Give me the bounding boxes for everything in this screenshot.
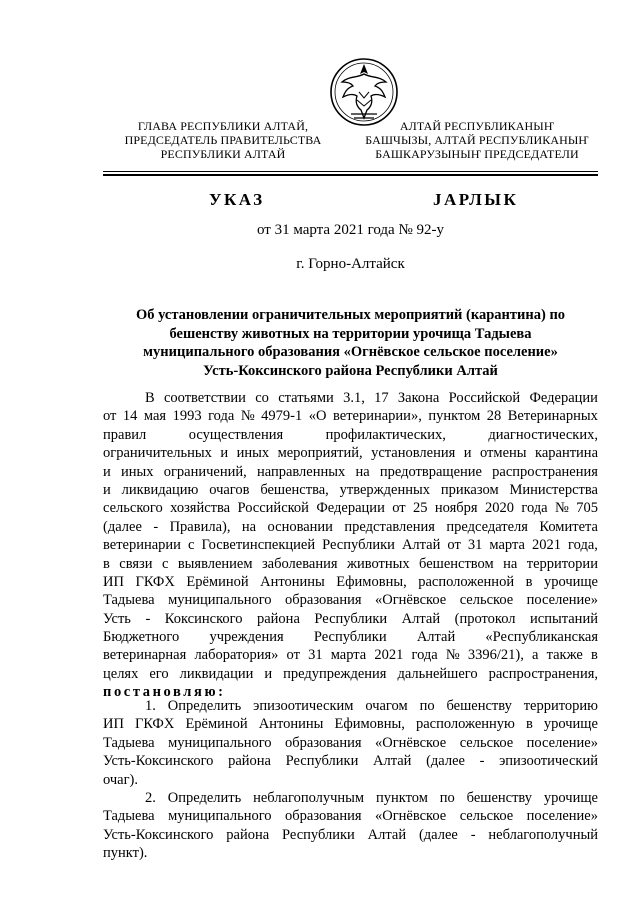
word: поселение» (526, 734, 598, 751)
word: образования (285, 592, 362, 609)
word: бешенству (466, 790, 533, 806)
item-1-paragraph (103, 697, 598, 789)
word: ликвидации (179, 665, 254, 682)
word: очагом (365, 698, 408, 714)
title-line: Усть-Коксинского района Республики Алтай (203, 362, 498, 379)
word: неблагополучный (488, 826, 598, 843)
word: приказом (440, 481, 499, 498)
word: территорию (523, 698, 598, 714)
word: по (419, 698, 435, 714)
doc-type-altai: JАРЛЫК (433, 190, 519, 209)
word: № (240, 408, 255, 425)
body-line (103, 536, 598, 554)
word: «Огнёвское (374, 592, 447, 609)
word: ограничений, (163, 463, 247, 480)
word: диагностических, (488, 426, 598, 443)
body-line (103, 628, 598, 646)
word: урочище (543, 716, 598, 733)
word: 31 (467, 537, 483, 554)
word: района (256, 610, 300, 627)
word: и (463, 445, 472, 462)
word: Республики (313, 629, 387, 646)
word: статьями (278, 390, 334, 406)
word: Алтай (401, 610, 441, 627)
word: иных (120, 463, 154, 480)
word: района (226, 826, 270, 843)
word: расположенной (418, 573, 515, 590)
word: утвержденных (339, 481, 430, 498)
word: на (503, 555, 518, 572)
word: Федерации (316, 500, 385, 517)
word: 3.1, (343, 390, 365, 406)
header-left-block (108, 119, 338, 161)
word: установления (371, 445, 456, 462)
title-line: муниципального образования «Огнёвское сельское поселение» (143, 344, 558, 360)
body-line (103, 715, 598, 733)
word: Госветинспекцией (201, 537, 316, 554)
word: муниципального (168, 734, 272, 751)
word: года (208, 408, 235, 425)
word: марта (489, 537, 525, 554)
word: образования (285, 734, 362, 751)
word: предотвращение (379, 463, 482, 480)
word: 14 (122, 408, 138, 425)
word: отмены (480, 445, 527, 462)
body-line (103, 789, 598, 807)
body-line (103, 826, 598, 844)
word: направленных (256, 463, 346, 480)
header-right-line: БАШЧЫЗЫ, АЛТАЙ РЕСПУБЛИКАНЫҤ (365, 133, 589, 147)
word: а (532, 647, 539, 664)
word: от (447, 537, 461, 554)
word: ИП (103, 573, 124, 590)
word: Правила), (169, 518, 231, 535)
word: в (103, 555, 110, 572)
word: расположенную (415, 716, 515, 733)
doc-type-russian: УКАЗ (209, 190, 265, 209)
word: 31 (308, 647, 323, 664)
word: карантина (535, 445, 598, 462)
word: неблагополучным (253, 790, 365, 806)
word: ограничительных (103, 445, 212, 462)
header-left-line: РЕСПУБЛИКИ АЛТАЙ (160, 147, 286, 161)
word: - (470, 826, 476, 843)
decree-title (103, 306, 598, 380)
word: Алтай (416, 629, 456, 646)
word: пункт). (103, 845, 148, 862)
word: Российской (237, 500, 309, 517)
word: поселение» (526, 592, 598, 609)
word: (далее (426, 753, 465, 770)
word: Ефимовны, (336, 573, 407, 590)
word: по (439, 790, 455, 806)
body-line (103, 591, 598, 609)
word: Антонины (258, 716, 324, 733)
word: Антонины (260, 573, 325, 590)
word: эпизоотическим (253, 698, 354, 714)
word: 2. (145, 790, 156, 806)
word: Тадыева (103, 592, 155, 609)
body-line (103, 444, 598, 462)
body-line (103, 697, 598, 715)
word: профилактических, (325, 426, 446, 443)
word: на (355, 463, 370, 480)
word: иных (236, 445, 270, 462)
header-right-line: АЛТАЙ РЕСПУБЛИКАНЫҤ (399, 119, 555, 133)
word: «Республиканская (485, 629, 598, 646)
word: Алтай (367, 826, 407, 843)
word: ликвидацию (121, 481, 199, 498)
word: пунктом (428, 408, 481, 425)
word: пунктом (375, 790, 428, 806)
word: предупреждения (283, 665, 387, 682)
word: выявлением (177, 555, 253, 572)
word: образования (285, 808, 362, 825)
word: связи (119, 555, 153, 572)
word: хозяйства (170, 500, 231, 517)
word: 1993 (172, 408, 202, 425)
word: «Огнёвское (374, 808, 447, 825)
word: муниципального (168, 592, 272, 609)
word: его (149, 665, 169, 682)
body-line (103, 463, 598, 481)
word: поселение» (526, 808, 598, 825)
word: 705 (576, 500, 598, 517)
word: Определить (167, 698, 242, 714)
word: испытаний (530, 610, 598, 627)
body-line (103, 734, 598, 752)
word: и (103, 463, 111, 480)
word: марта (330, 647, 367, 664)
word: Республики (285, 753, 359, 770)
word: заболевания (261, 555, 338, 572)
word: Алтай (373, 753, 412, 770)
decree-city: г. Горно-Алтайск (296, 256, 405, 272)
word: мероприятий, (277, 445, 363, 462)
word: целях (103, 665, 139, 682)
word: от (392, 500, 406, 517)
word: и (103, 481, 111, 498)
word: дальнейшего (397, 665, 478, 682)
word: № (445, 647, 460, 664)
word: Усть-Коксинского (103, 753, 214, 770)
word: (протокол (454, 610, 516, 627)
item-2-paragraph (103, 789, 598, 863)
word: Республики (314, 610, 388, 627)
body-line (103, 573, 598, 591)
word: 2020 (485, 500, 514, 517)
header-divider-bottom (103, 174, 598, 176)
word: сельское (459, 808, 514, 825)
word: (далее (418, 826, 458, 843)
decree-word: постановляю: (103, 684, 226, 701)
word: от (286, 647, 300, 664)
header-right-line: БАШКАРУЗЫНЫҤ ПРЕДСЕДАТЕЛИ (375, 147, 579, 161)
word: Тадыева (103, 808, 155, 825)
word: учреждения (209, 629, 284, 646)
word: Ерёминой (186, 573, 249, 590)
word: соответствии (163, 390, 246, 406)
word: года (521, 500, 548, 517)
word: Комитета (539, 518, 598, 535)
word: сельского (103, 500, 163, 517)
word: очагов (209, 481, 250, 498)
word: Ветеринарных (507, 408, 598, 425)
word: в (525, 716, 533, 733)
word: ноября (434, 500, 478, 517)
word: Бюджетного (103, 629, 180, 646)
header-right-block (352, 119, 602, 161)
word: 4979-1 (261, 408, 303, 425)
body-line (103, 665, 598, 683)
preamble-paragraph (103, 389, 598, 702)
word: 3396/21), (467, 647, 524, 664)
word: бешенству (446, 698, 512, 714)
word: «Огнёвское (374, 734, 447, 751)
word: урочище (543, 573, 598, 590)
word: основании (267, 518, 333, 535)
word: лаборатория» (194, 647, 279, 664)
body-line (103, 499, 598, 517)
title-line: бешенству животных на территории урочища Тадыева (169, 325, 532, 342)
word: территории (526, 555, 598, 572)
word: (далее (103, 518, 142, 535)
word: урочище (543, 790, 598, 806)
word: Закона (397, 390, 440, 406)
word: - (153, 518, 159, 535)
body-line (103, 807, 598, 825)
body-line (103, 610, 598, 628)
word: мая (143, 408, 167, 425)
body-line (103, 407, 598, 425)
word: 1. (145, 698, 156, 714)
header-left-line: ПРЕДСЕДАТЕЛЬ ПРАВИТЕЛЬСТВА (124, 133, 322, 147)
word: района (228, 753, 271, 770)
word: с (188, 537, 195, 554)
word: 2021 (531, 537, 561, 554)
word: ГКФХ (135, 573, 175, 590)
word: - (479, 753, 485, 770)
word: 2021 (374, 647, 404, 664)
decree-date-number: от 31 марта 2021 года № 92-у (256, 222, 445, 238)
word: на (241, 518, 257, 535)
word: в (590, 647, 598, 664)
body-line (103, 518, 598, 536)
word: распространения, (488, 665, 598, 682)
word: № (555, 500, 569, 517)
word: 25 (413, 500, 428, 517)
word: от (103, 408, 117, 425)
word: правил (103, 426, 147, 443)
word: осуществления (188, 426, 284, 443)
word: сельское (459, 592, 514, 609)
word: Ефимовны, (334, 716, 405, 733)
word: Коксинского (164, 610, 243, 627)
word: Российской (448, 390, 521, 406)
word: ветеринарная (103, 647, 187, 664)
word: бешенства, (260, 481, 329, 498)
body-line (103, 844, 598, 862)
word: в (525, 573, 533, 590)
word: также (546, 647, 583, 664)
word: 17 (374, 390, 389, 406)
body-line (103, 389, 598, 407)
word: года (411, 647, 438, 664)
word: бешенством (419, 555, 494, 572)
word: Тадыева (103, 734, 155, 751)
word: с (161, 555, 169, 572)
word: и (220, 445, 229, 462)
body-line (103, 752, 598, 770)
word: очаг). (103, 771, 139, 788)
title-line: Об установлении ограничительных мероприятий (карантина) по (135, 307, 566, 323)
word: распространения (492, 463, 598, 480)
body-line (103, 646, 598, 664)
word: ветеринарии (103, 537, 181, 554)
word: «О (308, 408, 327, 425)
word: - (145, 610, 151, 627)
word: ИП (103, 716, 124, 733)
word: муниципального (168, 808, 272, 825)
header-left-line: ГЛАВА РЕСПУБЛИКИ АЛТАЙ, (137, 119, 309, 133)
word: Усть-Коксинского (103, 826, 214, 843)
word: 28 (486, 408, 502, 425)
word: со (255, 390, 269, 406)
word: ГКФХ (135, 716, 175, 733)
word: Ерёминой (185, 716, 248, 733)
word: представления (344, 518, 435, 535)
word: Федерации (529, 390, 598, 406)
word: Республики (322, 537, 395, 554)
word: Министерства (509, 481, 598, 498)
word: председателя (446, 518, 528, 535)
word: Определить (167, 790, 242, 806)
word: и (264, 665, 273, 682)
word: сельское (459, 734, 514, 751)
word: Усть (103, 610, 131, 627)
word: В (145, 390, 155, 406)
body-line (103, 426, 598, 444)
word: животных (346, 555, 410, 572)
word: года, (568, 537, 598, 554)
body-line (103, 771, 598, 789)
word: Алтай (401, 537, 441, 554)
word: эпизоотический (499, 753, 598, 770)
body-line (103, 481, 598, 499)
header-divider-top (103, 171, 598, 172)
body-line (103, 555, 598, 573)
word: Республики (282, 826, 355, 843)
word: ветеринарии», (333, 408, 422, 425)
